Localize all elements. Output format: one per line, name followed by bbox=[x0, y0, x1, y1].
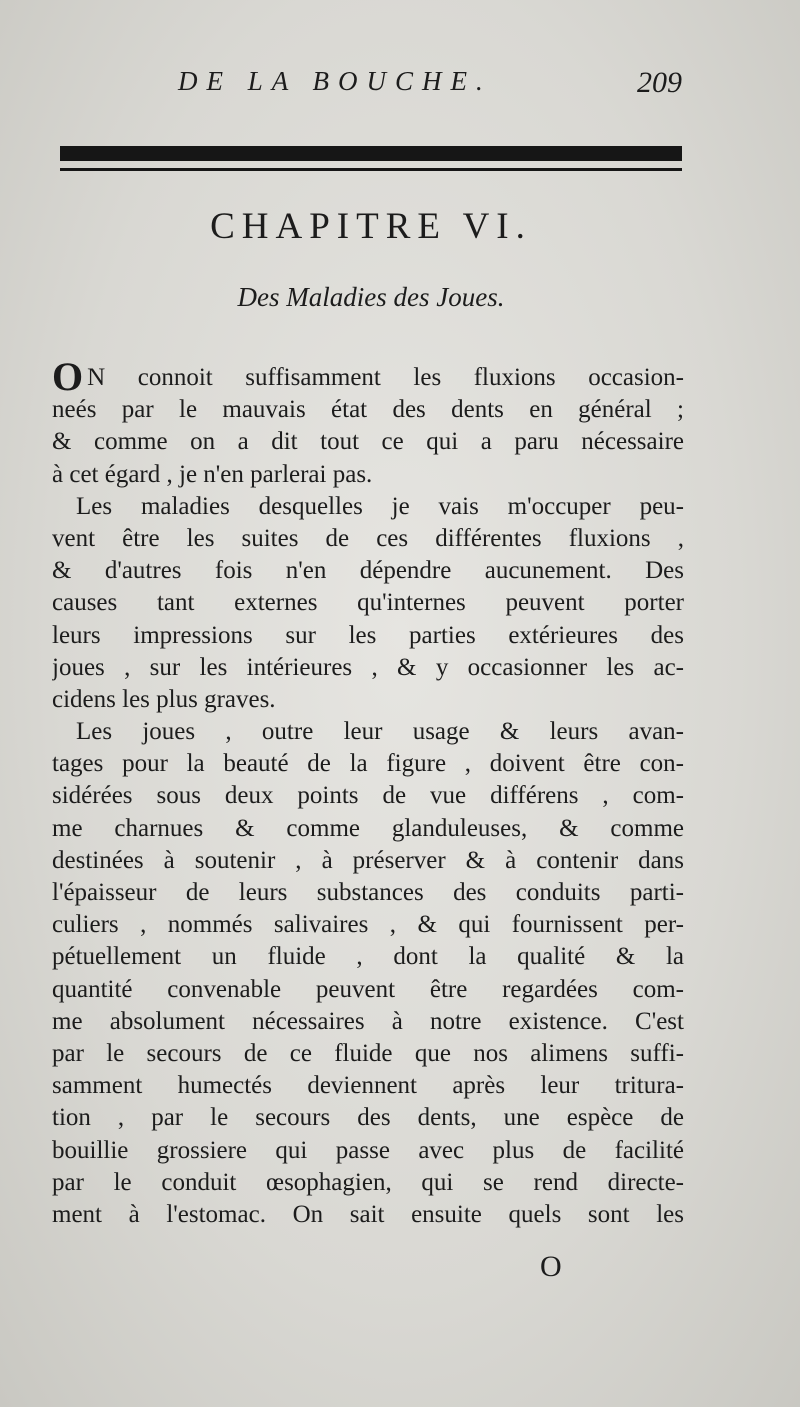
text-line: tion , par le secours des dents, une espèce de bbox=[52, 1104, 684, 1132]
text-line: destinées à soutenir , à préserver & à contenir dans bbox=[52, 846, 684, 874]
text-line: neés par le mauvais état des dents en général ; bbox=[52, 396, 684, 424]
chapter-subtitle: Des Maladies des Joues. bbox=[237, 282, 505, 312]
text-line: par le conduit œsophagien, qui se rend directe- bbox=[52, 1168, 684, 1196]
running-head bbox=[60, 66, 682, 106]
text-line: me absolument nécessaires à notre existence. C'est bbox=[52, 1007, 684, 1035]
text-line: & comme on a dit tout ce qui a paru nécessaire bbox=[52, 428, 684, 456]
text-line: ment à l'estomac. On sait ensuite quels sont les bbox=[52, 1200, 684, 1228]
chapter-title: CHAPITRE VI. bbox=[210, 206, 532, 247]
header-rule-thin bbox=[60, 168, 682, 171]
text-line: vent être les suites de ces différentes fluxions , bbox=[52, 524, 684, 552]
drop-cap: O bbox=[52, 362, 84, 395]
header-rule-thick bbox=[60, 146, 682, 161]
text-line: samment humectés deviennent après leur tritura- bbox=[52, 1072, 684, 1100]
text-line bbox=[52, 362, 684, 394]
text-line: leurs impressions sur les parties extérieures des bbox=[52, 621, 684, 649]
body-text bbox=[52, 362, 684, 1231]
text-line: cidens les plus graves. bbox=[52, 685, 276, 713]
text-line: quantité convenable peuvent être regardées com- bbox=[52, 975, 684, 1003]
text-line: joues , sur les intérieures , & y occasionner les ac- bbox=[52, 653, 684, 681]
text-line: tages pour la beauté de la figure , doivent être con- bbox=[52, 750, 684, 778]
running-title: DE LA BOUCHE. bbox=[178, 66, 492, 96]
text-line: Les maladies desquelles je vais m'occuper peu- bbox=[76, 492, 684, 520]
text-line: bouillie grossiere qui passe avec plus de facilité bbox=[52, 1136, 684, 1164]
text-line: culiers , nommés salivaires , & qui fournissent per- bbox=[52, 911, 684, 939]
page-number: 209 bbox=[637, 66, 682, 99]
signature-mark: O bbox=[540, 1250, 562, 1283]
text-line: pétuellement un fluide , dont la qualité & la bbox=[52, 943, 684, 971]
text-line: par le secours de ce fluide que nos alimens suffi- bbox=[52, 1039, 684, 1067]
text-line-content: N connoit suffisamment les fluxions occasion- bbox=[87, 364, 684, 391]
text-line: l'épaisseur de leurs substances des conduits parti- bbox=[52, 879, 684, 906]
text-line: & d'autres fois n'en dépendre aucunement. Des bbox=[52, 557, 684, 585]
text-line: à cet égard , je n'en parlerai pas. bbox=[52, 460, 373, 488]
text-line: causes tant externes qu'internes peuvent porter bbox=[52, 589, 684, 617]
text-line: sidérées sous deux points de vue différens , com- bbox=[52, 782, 684, 810]
text-line: me charnues & comme glanduleuses, & comme bbox=[52, 814, 684, 842]
text-line: Les joues , outre leur usage & leurs avan- bbox=[76, 718, 684, 746]
